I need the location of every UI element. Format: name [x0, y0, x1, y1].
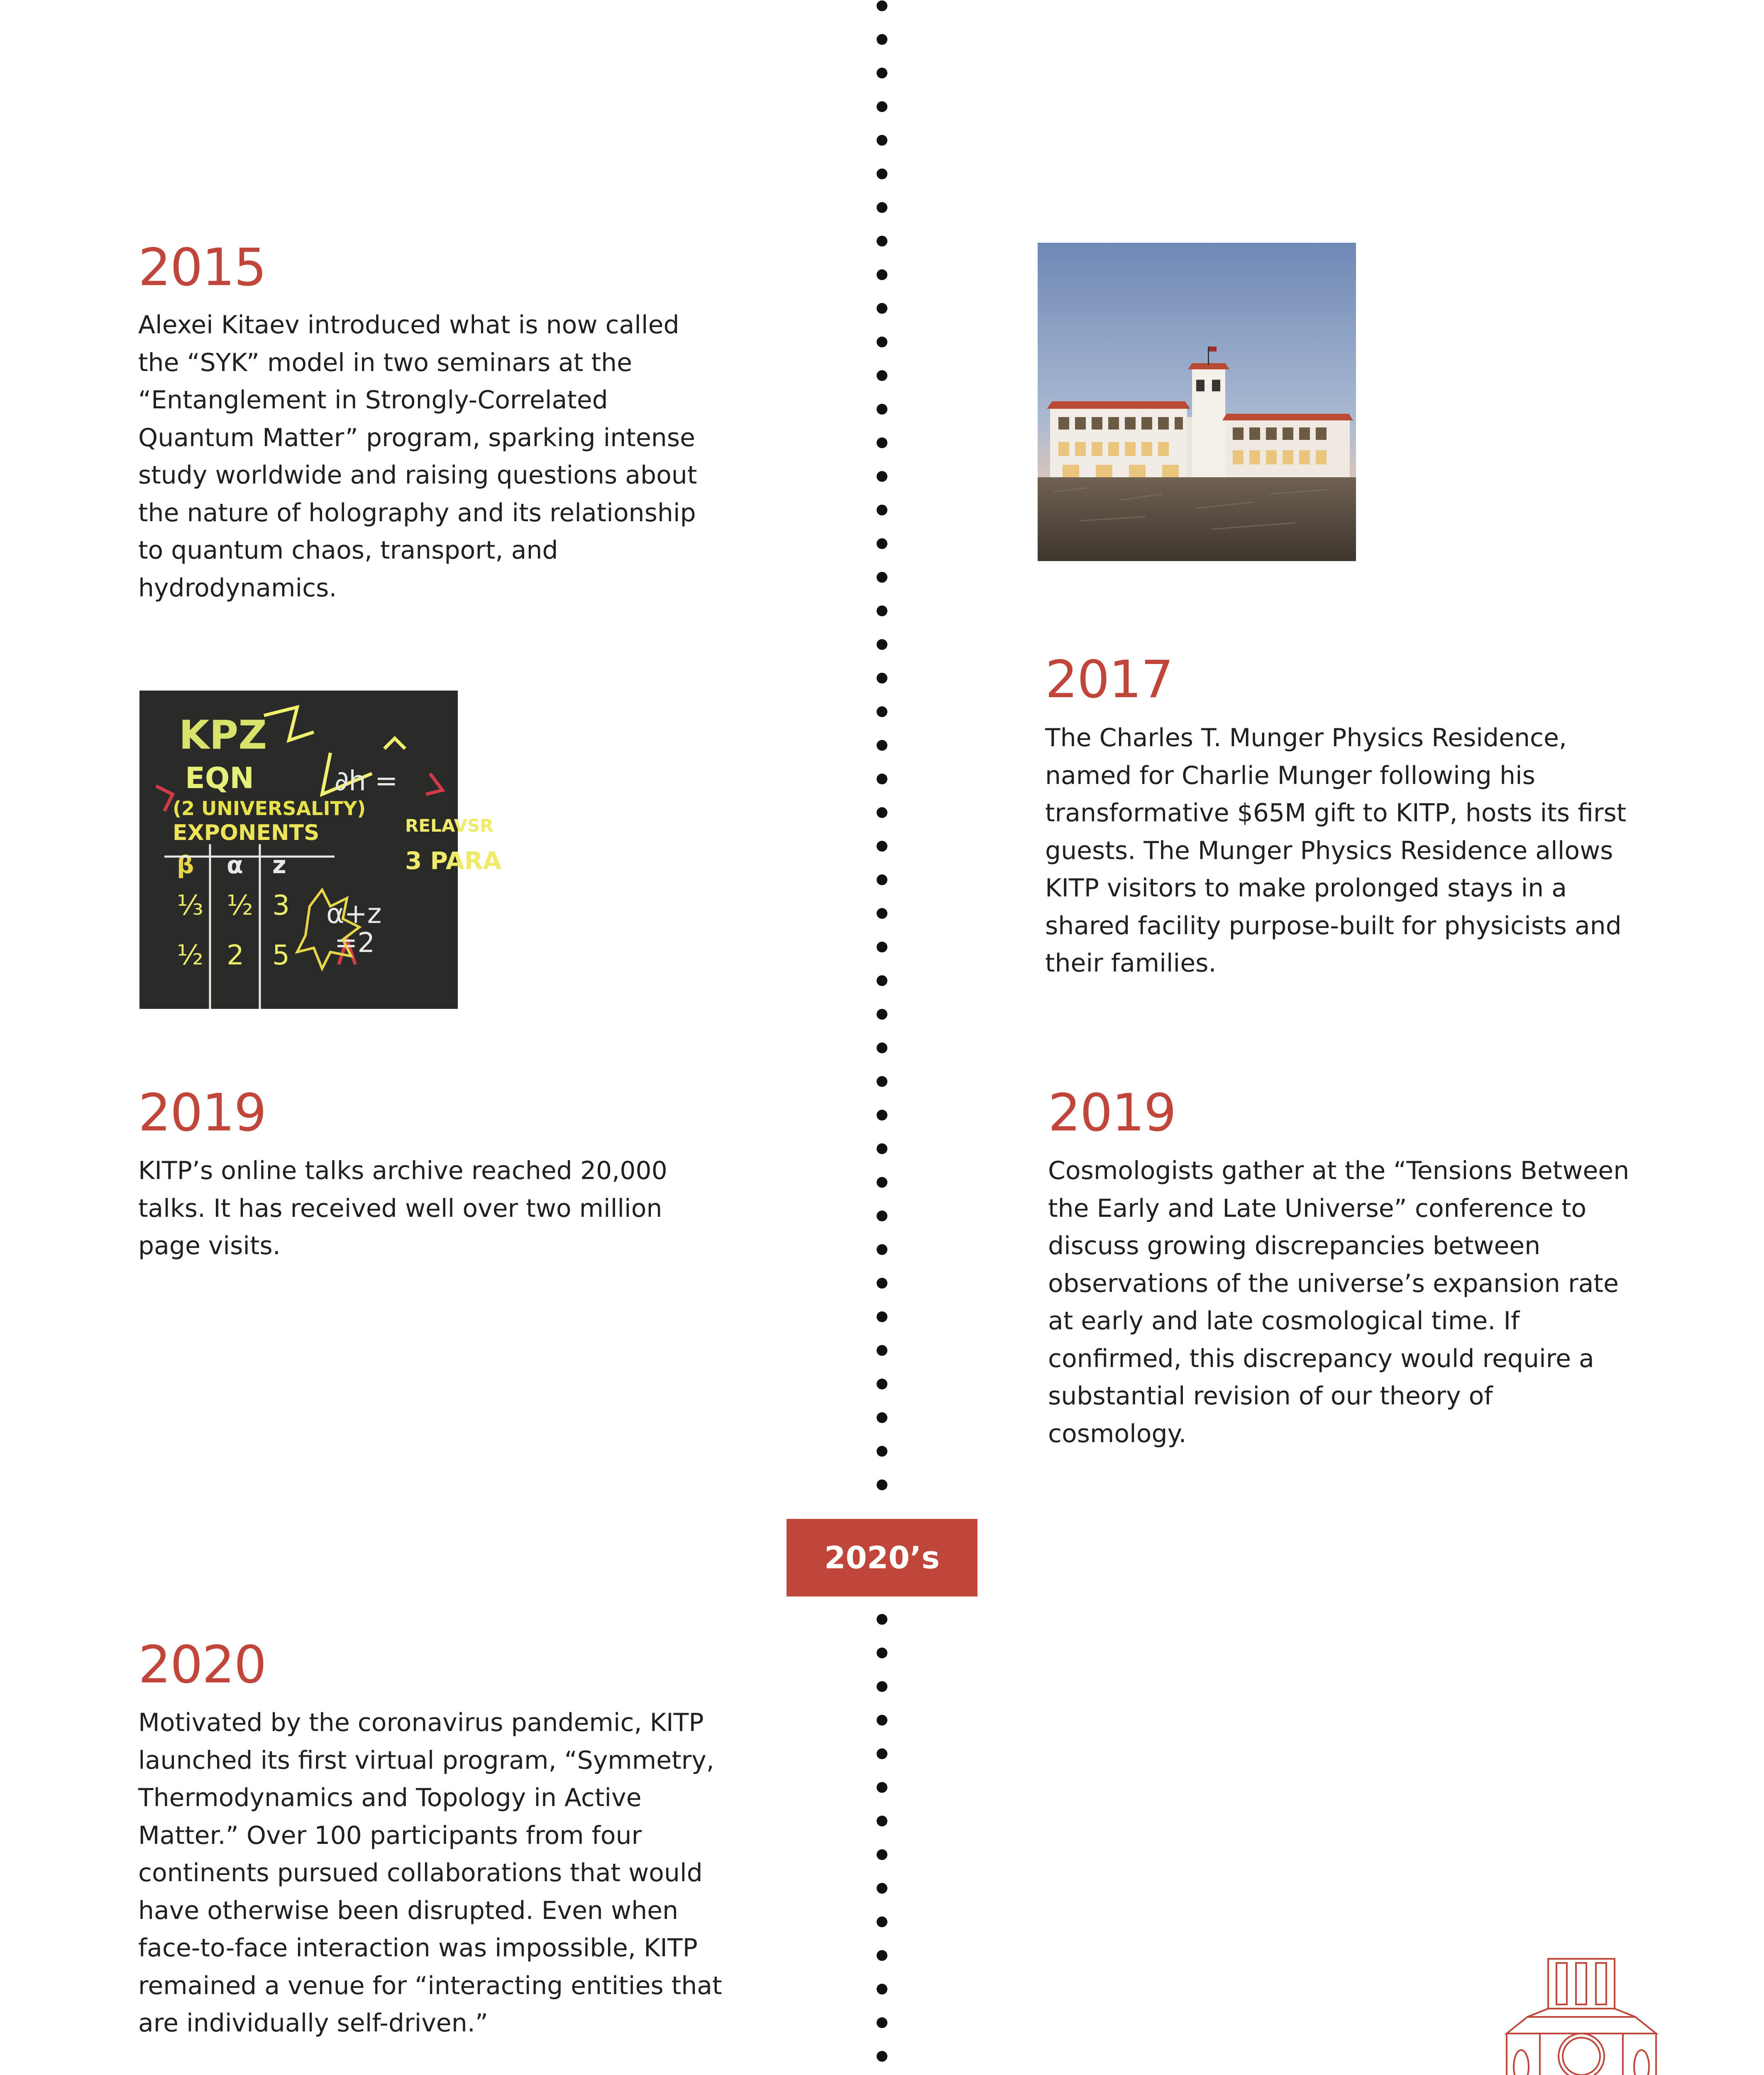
blackboard-text-beta: β	[177, 851, 194, 879]
timeline-dot	[877, 1816, 887, 1826]
timeline-dot	[877, 303, 887, 314]
blackboard-text-alpha: α	[227, 851, 243, 879]
timeline-dot	[877, 572, 887, 583]
timeline-dot	[877, 1849, 887, 1860]
blackboard-text-kpz: KPZ	[179, 713, 267, 758]
entry-2020-year: 2020	[138, 1635, 266, 1695]
timeline-dot	[877, 337, 887, 347]
timeline-dot	[877, 1345, 887, 1356]
timeline-dot	[877, 841, 887, 852]
timeline-dot	[877, 908, 887, 919]
timeline-dot	[877, 404, 887, 415]
timeline-dot	[877, 1648, 887, 1658]
timeline-dot	[877, 168, 887, 179]
entry-2017-text: The Charles T. Munger Physics Residence, named for Charlie Munger following his transformative $65M gift to KITP, hosts its first guests. The Munger Physics Residence allows KITP visitors to make prolonged stays in a shared facility purpose-built for physicists and their families.	[1045, 723, 1627, 978]
timeline-dot	[877, 1311, 887, 1322]
entry-2019-cosmology-text: Cosmologists gather at the “Tensions Between the Early and Late Universe” conference to discuss growing discrepancies between observations of the universe’s expansion rate at early and late cosmological time. If confirmed, this discrepancy would require a substantial revision of our theory of cosmology.	[1048, 1156, 1630, 1448]
svg-text:½: ½	[177, 939, 203, 971]
timeline-dot	[877, 740, 887, 751]
blackboard-text-exponents: EXPONENTS	[173, 820, 320, 845]
timeline-dot	[877, 1883, 887, 1894]
timeline-dot	[877, 706, 887, 717]
munger-residence-photo	[1038, 243, 1356, 561]
timeline-dot	[877, 942, 887, 952]
timeline-dot	[877, 135, 887, 146]
decade-badge	[787, 1519, 977, 1597]
timeline-dot	[877, 101, 887, 112]
timeline-dot	[877, 34, 887, 45]
timeline-dot	[877, 269, 887, 280]
timeline-dot	[877, 1950, 887, 1961]
timeline-dot	[877, 1479, 887, 1490]
blackboard-text-eqn: EQN	[185, 761, 254, 795]
timeline-dot	[877, 370, 887, 381]
timeline-dot	[877, 1143, 887, 1154]
decade-badge-label: 2020’s	[824, 1540, 940, 1576]
timeline-dot	[877, 807, 887, 818]
entry-2015-text: Alexei Kitaev introduced what is now called the “SYK” model in two seminars at the “Entanglement in Strongly-Correlated Quantum Matter” program, sparking intense study worldwide and raising questions about the nature of holography and its relationship to quantum chaos, transport, and hydrodynamics.	[138, 310, 697, 603]
blackboard-photo	[139, 691, 502, 1009]
timeline-dot	[877, 1076, 887, 1087]
timeline-dot	[877, 1278, 887, 1289]
timeline-dot	[877, 1614, 887, 1625]
svg-text:2: 2	[227, 939, 244, 971]
timeline-dot	[877, 1244, 887, 1255]
timeline-dot	[877, 471, 887, 482]
timeline-dot	[877, 1177, 887, 1188]
blackboard-text-z: z	[272, 851, 286, 879]
svg-text:⅓: ⅓	[177, 889, 203, 921]
timeline-dot	[877, 1916, 887, 1927]
blackboard-text-relavsr: RELAVSR	[405, 815, 494, 836]
entry-2019-online-text: KITP’s online talks archive reached 20,000 talks. It has received well over two million page visits.	[138, 1156, 667, 1260]
blackboard-text-3-para: 3 PARA	[405, 847, 502, 875]
timeline-dots	[874, 0, 890, 2075]
entry-2019-cosmology-year: 2019	[1048, 1083, 1176, 1143]
timeline-dot	[877, 1211, 887, 1221]
entry-2020-text: Motivated by the coronavirus pandemic, KITP launched its first virtual program, “Symmetry, Thermodynamics and Topology in Active Matter.” Over 100 participants from four continents pursued collaborations that would have otherwise been disrupted. Even when face-to-face interaction was impossible, KITP remained a venue for “interacting entities that are individually self-driven.”	[138, 1708, 722, 2038]
timeline-dot	[877, 605, 887, 616]
timeline-dot	[877, 1042, 887, 1053]
timeline-dot	[877, 68, 887, 78]
entry-2017-year: 2017	[1045, 650, 1173, 710]
timeline-dot	[877, 236, 887, 247]
timeline-dot	[877, 1412, 887, 1423]
timeline-dot	[877, 639, 887, 650]
entry-2019-online-year: 2019	[138, 1083, 266, 1143]
timeline-dot	[877, 673, 887, 684]
timeline-dot	[877, 1446, 887, 1457]
svg-text:3: 3	[272, 889, 290, 921]
timeline-dot	[877, 975, 887, 986]
timeline-dot	[877, 1009, 887, 1020]
timeline-dot	[877, 538, 887, 549]
timeline-dot	[877, 505, 887, 515]
clock-tower-outline-icon	[1503, 1950, 1660, 2075]
svg-text:=2: =2	[335, 927, 375, 959]
timeline-dot	[877, 2051, 887, 2062]
svg-text:½: ½	[227, 889, 253, 921]
timeline-dot	[877, 1748, 887, 1759]
timeline-dot	[877, 1715, 887, 1726]
timeline-dot	[877, 774, 887, 784]
timeline-dot	[877, 0, 887, 11]
entry-2015-year: 2015	[138, 238, 266, 298]
svg-text:∂h =: ∂h =	[335, 765, 398, 797]
timeline-dot	[877, 1681, 887, 1692]
svg-text:5: 5	[272, 939, 290, 971]
timeline-dot	[877, 1782, 887, 1793]
blackboard-text-universality: (2 UNIVERSALITY)	[173, 797, 366, 820]
timeline-dot	[877, 437, 887, 448]
timeline-dot	[877, 1379, 887, 1389]
timeline-dot	[877, 2017, 887, 2028]
timeline-dot	[877, 1110, 887, 1120]
timeline-dot	[877, 202, 887, 213]
timeline-dot	[877, 874, 887, 885]
timeline-dot	[877, 1984, 887, 1994]
svg-text:α+z: α+z	[326, 898, 382, 930]
